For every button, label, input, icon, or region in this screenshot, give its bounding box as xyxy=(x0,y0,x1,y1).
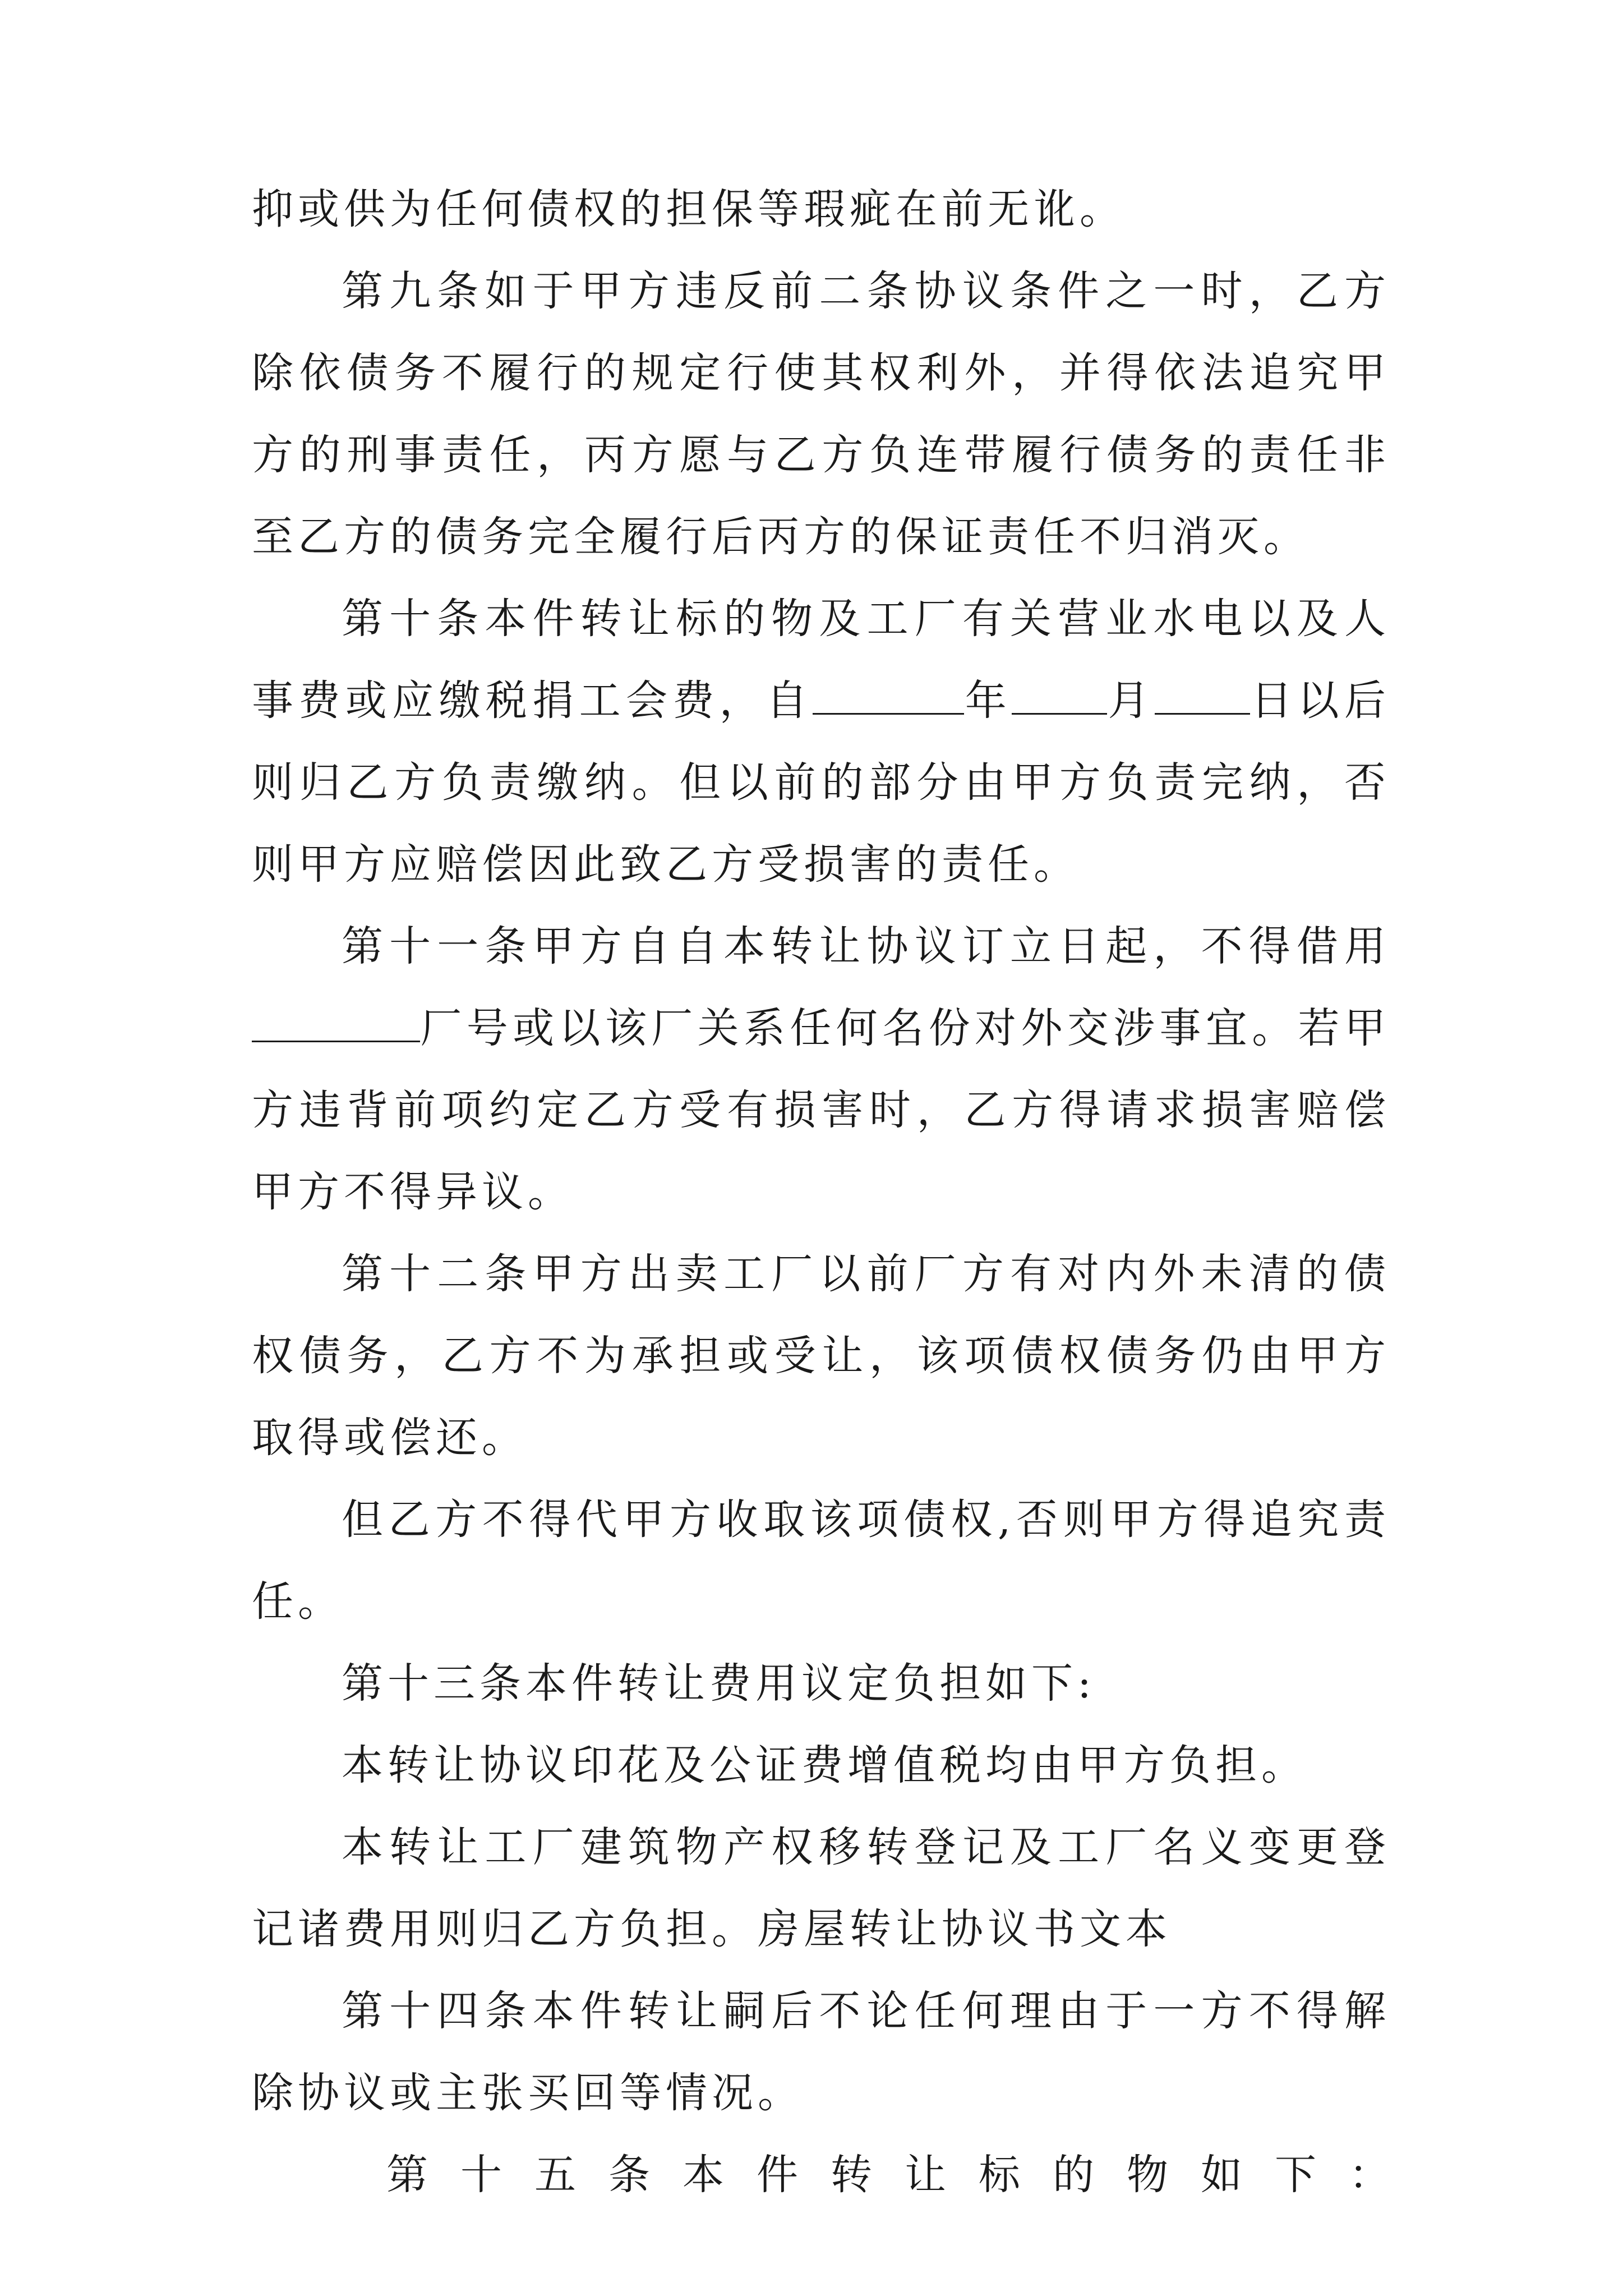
article-9-paragraph: 第九条如于甲方违反前二条协议条件之一时，乙方除依债务不履行的规定行使其权利外，并得依法追究甲方的刑事责任，丙方愿与乙方负连带履行债务的责任非至乙方的债务完全履行后丙方的保证责任不归消灭。 xyxy=(252,267,1390,561)
article-13-paragraph: 第十三条本件转让费用议定负担如下: xyxy=(342,1659,1096,1708)
article-15-heading: 第十五条本件转让标的物如下： xyxy=(386,2151,1423,2199)
article-13-item-2: 本转让工厂建筑物产权移转登记及工厂名义变更登记诸费用则归乙方负担。房屋转让协议书文本 xyxy=(252,1823,1390,1953)
document-body xyxy=(252,168,1423,2216)
article-10-paragraph xyxy=(252,578,1390,905)
article-13-item-1: 本转让协议印花及公证费增值税均由甲方负担。 xyxy=(342,1741,1307,1789)
month-label: 月 xyxy=(1107,677,1155,725)
article-11-paragraph xyxy=(252,905,1390,1233)
paragraph-continuation: 抑或供为任何债权的担保等瑕疵在前无讹。 xyxy=(252,185,1126,233)
article-11-text-start: 第十一条甲方自自本转让协议订立日起，不得借用 xyxy=(342,922,1390,970)
article-10-text-end: 日以后则归乙方负责缴纳。但以前的部分由甲方负责完纳，否则甲方应赔偿因此致乙方受损害的责任。 xyxy=(252,677,1391,889)
year-label: 年 xyxy=(964,677,1012,725)
article-14-paragraph: 第十四条本件转让嗣后不论任何理由于一方不得解除协议或主张买回等情况。 xyxy=(252,1987,1390,2117)
month-blank xyxy=(1012,669,1107,715)
article-12-paragraph: 第十二条甲方出卖工厂以前厂方有对内外未清的债权债务，乙方不为承担或受让，该项债权债务仍由甲方取得或偿还。 xyxy=(252,1250,1390,1462)
article-10-text-start: 第十条本件转让标的物及工厂有关营业水电以及人事费或应缴税捐工会费，自 xyxy=(252,595,1390,725)
article-12-proviso: 但乙方不得代甲方收取该项债权,否则甲方得追究责任。 xyxy=(252,1496,1390,1626)
day-blank xyxy=(1155,669,1250,715)
factory-name-blank xyxy=(252,997,420,1042)
year-blank xyxy=(813,669,964,715)
article-11-text-end: 厂号或以该厂关系任何名份对外交涉事宜。若甲方违背前项约定乙方受有损害时，乙方得请求损害赔偿甲方不得异议。 xyxy=(252,1004,1390,1216)
